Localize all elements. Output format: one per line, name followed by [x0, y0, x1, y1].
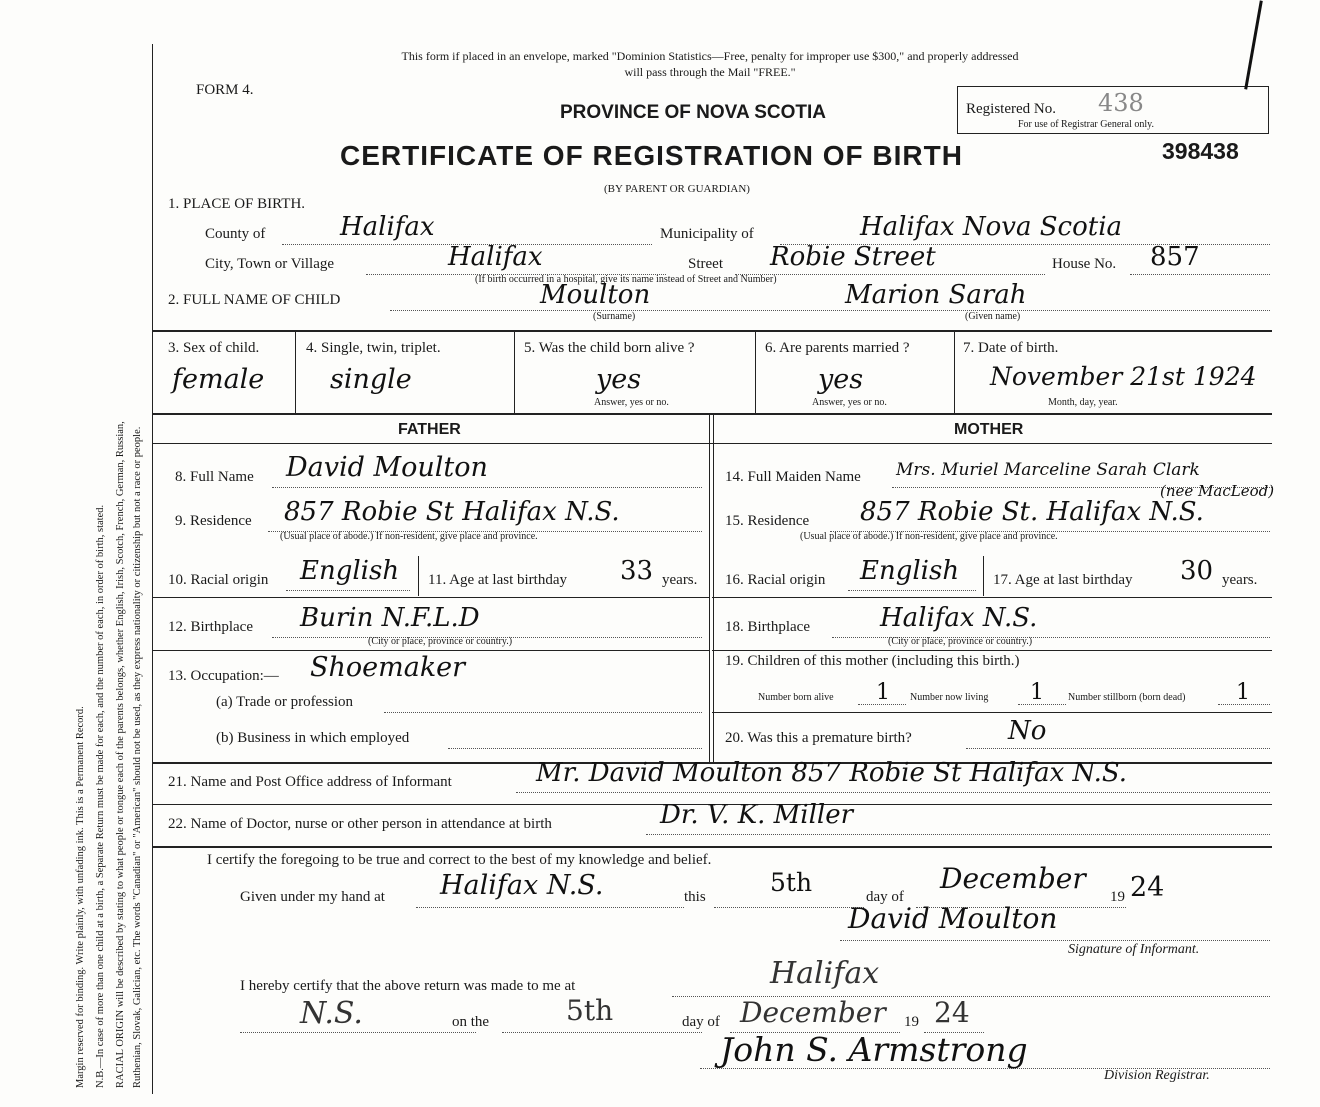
mother-born-alive: 1: [876, 680, 890, 705]
father-name-line: [272, 487, 702, 488]
father-occupation: Shoemaker: [310, 652, 466, 683]
married-label: 6. Are parents married ?: [765, 340, 910, 356]
left-border: [152, 44, 153, 1094]
father-birthplace-label: 12. Birthplace: [168, 619, 253, 635]
city-label: City, Town or Village: [205, 256, 335, 272]
registrar-year-prefix: 19: [904, 1014, 919, 1030]
father-birthplace-rule: [152, 650, 709, 651]
mother-age: 30: [1180, 556, 1214, 586]
mother-stillborn: 1: [1236, 680, 1250, 705]
registrar-note: For use of Registrar General only.: [1018, 119, 1154, 130]
mother-residence-label: 15. Residence: [725, 513, 810, 529]
premature-line: [966, 748, 1270, 749]
father-birthplace-caption: (City or place, province or country.): [368, 636, 513, 647]
informant-line: [516, 792, 1270, 793]
sex-value: female: [172, 364, 265, 395]
mother-birthplace-caption: (City or place, province or country.): [888, 636, 1033, 647]
margin-note-racial-origin-1: RACIAL ORIGIN will be described by stating to what people or tongue each of the parents belongs, whether English, Irish, Scotch, French, German, Russian,: [115, 421, 126, 1088]
doctor-value: Dr. V. K. Miller: [660, 800, 854, 830]
house-label: House No.: [1052, 256, 1117, 272]
father-name: David Moulton: [286, 452, 488, 483]
given-place: Halifax N.S.: [440, 870, 604, 901]
given-month: December: [940, 862, 1086, 895]
street-value: Robie Street: [770, 242, 936, 272]
municipality-value: Halifax Nova Scotia: [860, 212, 1123, 242]
box-divider-1: [295, 330, 296, 414]
child-name-line: [390, 310, 1270, 311]
parents-heading-rule: [152, 443, 1272, 444]
house-value: 857: [1150, 242, 1200, 272]
father-age-years: years.: [662, 572, 698, 588]
alive-caption: Answer, yes or no.: [594, 397, 669, 408]
mother-age-label: 17. Age at last birthday: [993, 572, 1133, 588]
father-heading: FATHER: [398, 421, 461, 438]
registrar-day: 5th: [566, 994, 614, 1027]
informant-value: Mr. David Moulton 857 Robie St Halifax N.S.: [536, 758, 1128, 788]
county-value: Halifax: [340, 212, 435, 242]
father-trade-line: [384, 712, 702, 713]
certify-statement: I certify the foregoing to be true and correct to the best of my knowledge and belief.: [207, 852, 712, 868]
premature-label: 20. Was this a premature birth?: [725, 730, 912, 746]
father-business-line: [448, 748, 702, 749]
father-age-label: 11. Age at last birthday: [428, 572, 567, 588]
father-age: 33: [620, 556, 654, 586]
doctor-line: [646, 834, 1270, 835]
doctor-label: 22. Name of Doctor, nurse or other person in attendance at birth: [168, 816, 552, 832]
father-residence-label: 9. Residence: [175, 513, 252, 529]
stamp-number: 398438: [1162, 138, 1239, 164]
father-racial: English: [300, 556, 400, 586]
registrar-signature-caption: Division Registrar.: [1104, 1068, 1210, 1083]
child-surname: Moulton: [540, 280, 651, 310]
mother-now-living: 1: [1030, 680, 1044, 705]
mother-name-label: 14. Full Maiden Name: [725, 469, 861, 485]
registered-number: 438: [1098, 89, 1144, 117]
registrar-place-cont-line: [240, 1032, 476, 1033]
given-this-label: this: [684, 889, 706, 905]
dob-value: November 21st 1924: [990, 362, 1257, 391]
child-name-label: 2. FULL NAME OF CHILD: [168, 292, 341, 308]
registrar-place: Halifax: [770, 956, 880, 991]
registrar-day-line: [502, 1032, 702, 1033]
box-divider-4: [954, 330, 955, 414]
given-day: 5th: [770, 868, 813, 897]
street-line: [735, 274, 1045, 275]
premature-value: No: [1008, 716, 1047, 746]
father-residence: 857 Robie St Halifax N.S.: [284, 497, 620, 527]
informant-label: 21. Name and Post Office address of Informant: [168, 774, 452, 790]
mother-birthplace: Halifax N.S.: [880, 603, 1038, 633]
mother-heading: MOTHER: [954, 421, 1024, 438]
given-year-prefix: 19: [1110, 889, 1125, 905]
corner-pen-mark: [1244, 0, 1263, 89]
province-title: PROVINCE OF NOVA SCOTIA: [560, 102, 827, 123]
given-place-line: [416, 907, 684, 908]
box-divider-2: [514, 330, 515, 414]
sex-label: 3. Sex of child.: [168, 340, 260, 356]
registered-box: [957, 86, 1269, 134]
street-label: Street: [688, 256, 723, 272]
mother-birthplace-label: 18. Birthplace: [725, 619, 810, 635]
father-birthplace: Burin N.F.L.D: [300, 603, 480, 633]
married-caption: Answer, yes or no.: [812, 397, 887, 408]
father-racial-line: [286, 590, 410, 591]
margin-note-racial-origin-2: Ruthenian, Slovak, Galician, etc. The words "Canadian" or "American" should not be used, as they express nationality or citizenship but not a race or people.: [132, 426, 143, 1088]
county-label: County of: [205, 226, 266, 242]
dob-caption: Month, day, year.: [1048, 397, 1118, 408]
mother-children-label: 19. Children of this mother (including this birth.): [725, 653, 1020, 669]
margin-note-binding: Margin reserved for binding. Write plainly, with unfading ink. This is a Permanent Record.: [75, 706, 86, 1088]
hospital-note: (If birth occurred in a hospital, give its name instead of Street and Number): [475, 274, 777, 285]
plurality-label: 4. Single, twin, triplet.: [306, 340, 441, 356]
registrar-statement: I hereby certify that the above return was made to me at: [240, 978, 576, 994]
registrar-signature: John S. Armstrong: [720, 1030, 1028, 1069]
mother-name-note: (nee MacLeod): [1160, 482, 1275, 500]
father-trade-label: (a) Trade or profession: [216, 694, 354, 710]
informant-signature-line: [840, 940, 1270, 941]
plurality-value: single: [330, 364, 412, 395]
given-under-label: Given under my hand at: [240, 889, 385, 905]
father-business-label: (b) Business in which employed: [216, 730, 410, 746]
father-racial-rule: [152, 597, 709, 598]
mail-notice-line-2: will pass through the Mail "FREE.": [624, 65, 796, 79]
mother-age-years: years.: [1222, 572, 1258, 588]
father-name-label: 8. Full Name: [175, 469, 254, 485]
father-racial-divider: [418, 556, 419, 596]
surname-caption: (Surname): [593, 311, 636, 322]
alive-label: 5. Was the child born alive ?: [524, 340, 695, 356]
mother-racial-label: 16. Racial origin: [725, 572, 826, 588]
registrar-year: 24: [934, 996, 970, 1029]
dob-label: 7. Date of birth.: [963, 340, 1059, 356]
mother-racial-line: [848, 590, 976, 591]
mother-children-rule: [712, 712, 1272, 713]
document-subtitle: (BY PARENT OR GUARDIAN): [604, 183, 750, 195]
given-year: 24: [1130, 872, 1165, 903]
place-section-label: 1. PLACE OF BIRTH.: [168, 196, 306, 212]
father-residence-caption: (Usual place of abode.) If non-resident, give place and province.: [280, 531, 538, 542]
mother-birthplace-rule: [712, 650, 1272, 651]
form-number: FORM 4.: [196, 82, 254, 98]
registered-label: Registered No.: [966, 101, 1056, 117]
mother-racial: English: [860, 556, 960, 586]
alive-value: yes: [596, 364, 642, 395]
doctor-rule: [152, 846, 1272, 848]
municipality-label: Municipality of: [660, 226, 754, 242]
registrar-on-the-label: on the: [452, 1014, 490, 1030]
registrar-dayof-label: day of: [682, 1014, 720, 1030]
mail-notice-line-1: This form if placed in an envelope, marked "Dominion Statistics—Free, penalty for improper use $300," and properly addressed: [401, 49, 1019, 63]
mother-now-living-label: Number now living: [910, 692, 989, 703]
mother-name: Mrs. Muriel Marceline Sarah Clark: [896, 460, 1200, 480]
registrar-month: December: [740, 996, 886, 1029]
mother-born-alive-label: Number born alive: [758, 692, 834, 703]
house-line: [1130, 274, 1270, 275]
informant-signature: David Moulton: [848, 902, 1058, 935]
registrar-place-cont: N.S.: [300, 996, 363, 1031]
mother-residence: 857 Robie St. Halifax N.S.: [860, 497, 1204, 527]
mother-racial-divider: [983, 556, 984, 596]
box-divider-3: [755, 330, 756, 414]
mother-residence-caption: (Usual place of abode.) If non-resident, give place and province.: [800, 531, 1058, 542]
informant-signature-caption: Signature of Informant.: [1068, 942, 1200, 957]
document-title: CERTIFICATE OF REGISTRATION OF BIRTH: [340, 140, 963, 171]
married-value: yes: [818, 364, 864, 395]
father-racial-label: 10. Racial origin: [168, 572, 269, 588]
given-dayof-label: day of: [866, 889, 904, 905]
given-name-caption: (Given name): [965, 311, 1021, 322]
child-given-name: Marion Sarah: [845, 280, 1027, 310]
margin-note-multiple-births: N.B.—In case of more than one child at a birth, a Separate Return must be made for each, and the number of each, in order of birth, stated.: [95, 504, 106, 1088]
city-value: Halifax: [448, 242, 543, 272]
mother-stillborn-label: Number stillborn (born dead): [1068, 692, 1186, 703]
mother-racial-rule: [712, 597, 1272, 598]
father-occupation-label: 13. Occupation:—: [168, 668, 279, 684]
mail-notice: [280, 48, 1140, 80]
given-day-line: [714, 907, 864, 908]
boxes-top-rule: [152, 330, 1272, 332]
